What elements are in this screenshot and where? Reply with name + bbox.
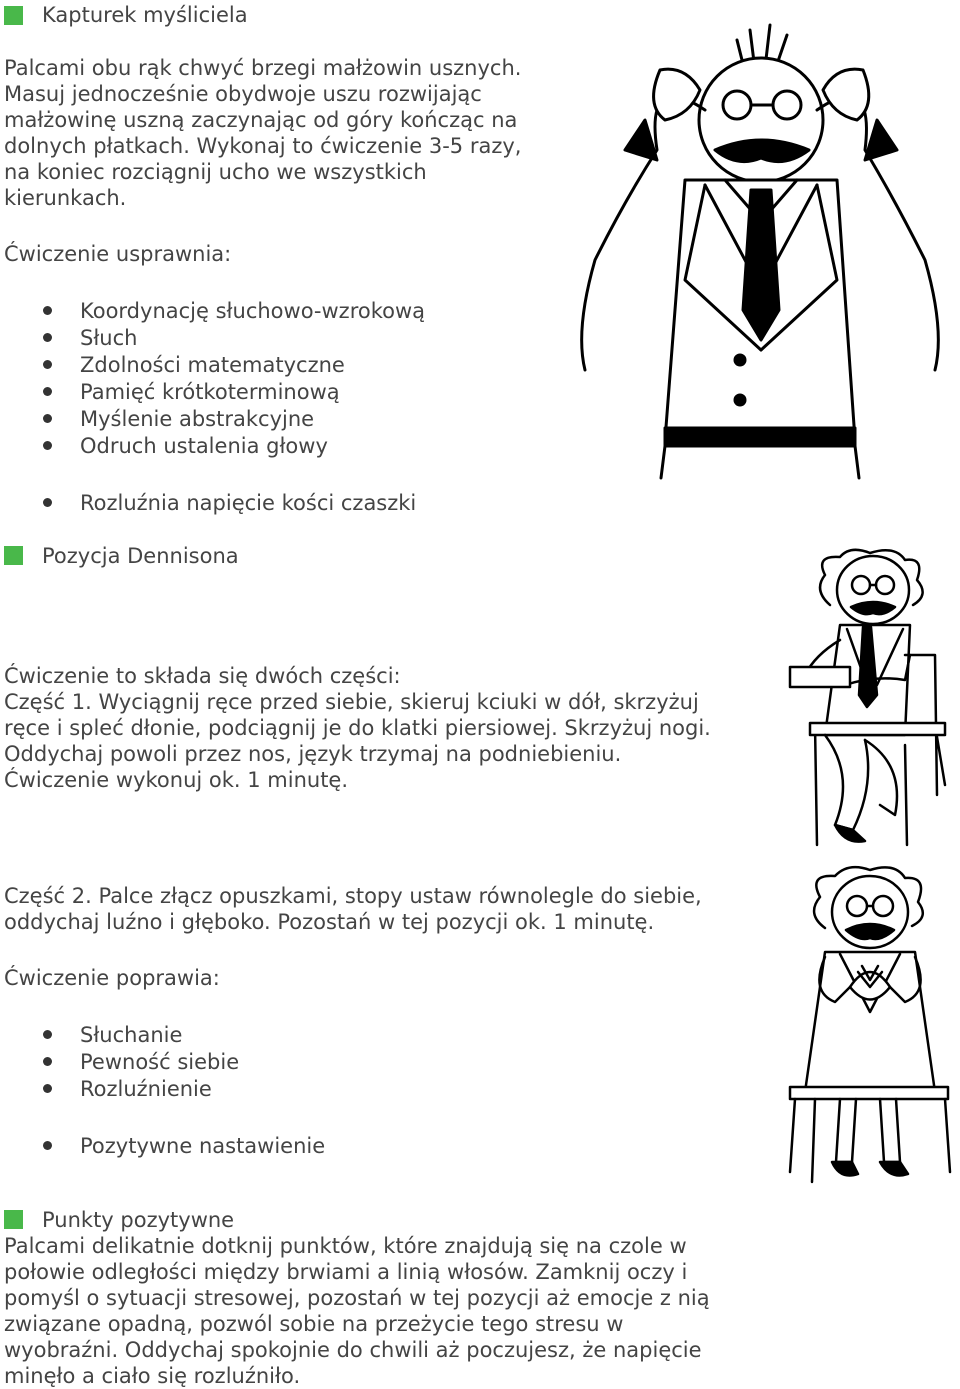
illustration-dennison-part1 [785,545,957,853]
paragraph-line: ręce i spleć dłonie, podciągnij je do klatki piersiowej. Skrzyżuj nogi. [4,716,711,740]
list-item: Myślenie abstrakcyjne [80,407,315,431]
paragraph-line: Ćwiczenie wykonuj ok. 1 minutę. [4,768,349,792]
subheading-improves: Ćwiczenie usprawnia: [4,242,232,266]
list-item: Słuchanie [80,1023,183,1047]
paragraph-intro: Ćwiczenie to składa się dwóch części: [4,664,401,688]
paragraph-line: Palcami obu rąk chwyć brzegi małżowin usznych. [4,56,522,80]
section-marker-icon [4,6,23,25]
paragraph-line: małżowinę uszną zaczynając od góry kończąc na [4,108,518,132]
list-item: Pamięć krótkoterminową [80,380,340,404]
paragraph-line: Część 2. Palce złącz opuszkami, stopy ustaw równolegle do siebie, [4,884,702,908]
paragraph-line: minęło a ciało się rozluźniło. [4,1364,301,1388]
paragraph-line: pomyśl o sytuacji stresowej, pozostań w tej pozycji aż emocje z nią [4,1286,710,1310]
list-item: Rozluźnienie [80,1077,212,1101]
paragraph-line: oddychaj luźno i głęboko. Pozostań w tej pozycji ok. 1 minutę. [4,910,655,934]
paragraph-line: Oddychaj powoli przez nos, język trzymaj na podniebieniu. [4,742,622,766]
bullet-icon [43,333,52,342]
list-item: Słuch [80,326,138,350]
section-heading-positive-points: Punkty pozytywne [42,1208,235,1232]
bullet-icon [43,1030,52,1039]
bullet-icon [43,360,52,369]
list-item: Rozluźnia napięcie kości czaszki [80,491,417,515]
section-marker-icon [4,546,23,565]
section-heading-dennison: Pozycja Dennisona [42,544,239,568]
subheading-improves: Ćwiczenie poprawia: [4,966,220,990]
list-item: Koordynację słuchowo-wzrokową [80,299,426,323]
paragraph-line: na koniec rozciągnij ucho we wszystkich [4,160,427,184]
bullet-icon [43,498,52,507]
bullet-icon [43,306,52,315]
paragraph-line: kierunkach. [4,186,127,210]
paragraph-line: związane opadną, pozwól sobie na przeżycie tego stresu w [4,1312,624,1336]
list-item: Zdolności matematyczne [80,353,345,377]
paragraph-line: dolnych płatkach. Wykonaj to ćwiczenie 3-5 razy, [4,134,522,158]
bullet-icon [43,441,52,450]
bullet-icon [43,1141,52,1150]
paragraph-line: Część 1. Wyciągnij ręce przed siebie, skieruj kciuki w dół, skrzyżuj [4,690,699,714]
section-marker-icon [4,1210,23,1229]
section-heading-kapturek: Kapturek myśliciela [42,3,248,27]
list-item: Odruch ustalenia głowy [80,434,328,458]
list-item: Pewność siebie [80,1050,240,1074]
bullet-icon [43,387,52,396]
paragraph-line: Masuj jednocześnie obydwoje uszu rozwijając [4,82,482,106]
bullet-icon [43,414,52,423]
illustration-dennison-part2 [780,862,956,1192]
bullet-icon [43,1084,52,1093]
paragraph-line: wyobraźni. Oddychaj spokojnie do chwili aż poczujesz, że napięcie [4,1338,702,1362]
illustration-thinking-cap [565,10,957,480]
paragraph-line: Palcami delikatnie dotknij punktów, które znajdują się na czole w [4,1234,687,1258]
list-item: Pozytywne nastawienie [80,1134,326,1158]
paragraph-line: połowie odległości między brwiami a linią włosów. Zamknij oczy i [4,1260,688,1284]
bullet-icon [43,1057,52,1066]
